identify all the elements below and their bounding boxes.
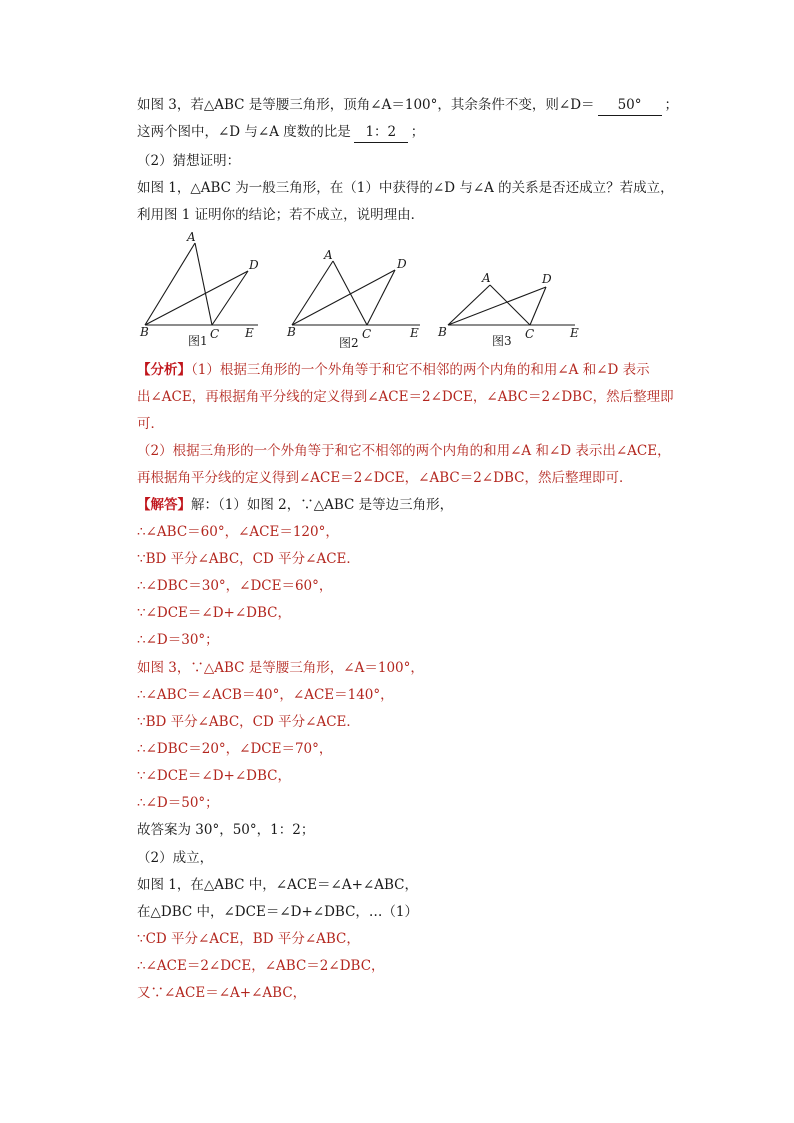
fig3-line-ba	[448, 285, 490, 325]
fig1-label-e: E	[245, 326, 254, 340]
answer-text: 解：（1）如图 2，∵△ABC 是等边三角形，	[191, 497, 454, 513]
fig3-label-b: B	[438, 325, 447, 339]
answer-line-15: 如图 1，在△ABC 中，∠ACE＝∠A+∠ABC，	[137, 877, 418, 893]
fig2-label-d: D	[397, 257, 407, 271]
figure-3	[448, 285, 575, 325]
fig3-label-e: E	[570, 326, 579, 340]
answer-line-9: ∵BD 平分∠ABC，CD 平分∠ACE．	[137, 714, 360, 730]
answer-line-13: 故答案为 30°，50°，1：2；	[137, 822, 315, 838]
fig2-label-b: B	[287, 325, 296, 339]
punctuation: ；	[664, 97, 679, 113]
fig1-caption: 图1	[188, 334, 208, 348]
analysis-line-2: 出∠ACE，再根据角平分线的定义得到∠ACE＝2∠DCE，∠ABC＝2∠DBC，然后整理即	[137, 389, 674, 405]
fig1-label-b: B	[140, 325, 149, 339]
analysis-tag: 【分析】	[137, 362, 191, 378]
fig1-line-ac	[195, 243, 212, 325]
fig2-line-ba	[292, 261, 333, 325]
fig2-line-bd	[292, 270, 395, 325]
figure-1	[145, 243, 258, 325]
answer-line-18: ∴∠ACE＝2∠DCE，∠ABC＝2∠DBC，	[137, 958, 385, 974]
answer-tag: 【解答】	[137, 497, 191, 513]
fig3-label-a: A	[482, 271, 491, 285]
answer-blank-ratio: 1：2	[354, 122, 408, 143]
fig2-label-a: A	[324, 248, 333, 262]
fig3-label-c: C	[525, 327, 535, 341]
answer-line-4: ∴∠DBC＝30°，∠DCE＝60°，	[137, 578, 333, 594]
fig3-line-ac	[490, 285, 530, 325]
fig1-label-c: C	[210, 327, 220, 341]
geometry-figures	[0, 228, 794, 348]
answer-line-8: ∴∠ABC＝∠ACB＝40°，∠ACE＝140°，	[137, 687, 394, 703]
answer-blank-angle-d: 50°	[598, 95, 662, 116]
analysis-line-1	[137, 360, 754, 380]
fig1-label-d: D	[249, 258, 259, 272]
fig2-caption: 图2	[339, 336, 359, 348]
answer-line-16: 在△DBC 中，∠DCE＝∠D+∠DBC，…（1）	[137, 904, 418, 920]
fig2-label-c: C	[362, 327, 372, 341]
fig2-line-cd	[367, 270, 395, 325]
question-line-2	[137, 122, 754, 143]
fig1-line-ba	[145, 243, 195, 325]
question-line-5: 利用图 1 证明你的结论；若不成立，说明理由．	[137, 207, 425, 223]
answer-line-6: ∴∠D＝30°；	[137, 632, 219, 648]
answer-line-14: （2）成立，	[137, 850, 214, 866]
question-line-1	[137, 95, 754, 116]
answer-line-5: ∵∠DCE＝∠D+∠DBC，	[137, 605, 291, 621]
fig2-label-e: E	[410, 326, 419, 340]
analysis-line-3: 可．	[137, 416, 164, 432]
analysis-line-5: 再根据角平分线的定义得到∠ACE＝2∠DCE，∠ABC＝2∠DBC，然后整理即可．	[137, 470, 633, 486]
fig1-line-cd	[212, 271, 248, 325]
question-part2-heading: （2）猜想证明：	[137, 153, 241, 169]
fig2-line-ac	[333, 261, 367, 325]
answer-line-12: ∴∠D＝50°；	[137, 795, 219, 811]
answer-line-1	[137, 495, 754, 515]
answer-line-17: ∵CD 平分∠ACE，BD 平分∠ABC，	[137, 931, 360, 947]
fig1-line-bd	[145, 271, 248, 325]
question-text: 如图 3，若△ABC 是等腰三角形，顶角∠A＝100°，其余条件不变，则∠D＝	[137, 97, 595, 113]
fig1-label-a: A	[187, 230, 196, 244]
analysis-text: （1）根据三角形的一个外角等于和它不相邻的两个内角的和用∠A 和∠D 表示	[191, 362, 650, 378]
analysis-line-4: （2）根据三角形的一个外角等于和它不相邻的两个内角的和用∠A 和∠D 表示出∠ACE，	[137, 443, 671, 459]
answer-line-19: 又∵∠ACE＝∠A+∠ABC，	[137, 985, 307, 1001]
answer-line-7: 如图 3，∵△ABC 是等腰三角形，∠A＝100°，	[137, 660, 424, 676]
answer-line-11: ∵∠DCE＝∠D+∠DBC，	[137, 768, 291, 784]
answer-line-10: ∴∠DBC＝20°，∠DCE＝70°，	[137, 741, 333, 757]
answer-line-2: ∴∠ABC＝60°，∠ACE＝120°，	[137, 524, 339, 540]
question-line-4: 如图 1，△ABC 为一般三角形，在（1）中获得的∠D 与∠A 的关系是否还成立？若成立，	[137, 180, 674, 196]
answer-line-3: ∵BD 平分∠ABC，CD 平分∠ACE．	[137, 551, 360, 567]
fig3-label-d: D	[542, 272, 552, 286]
punctuation: ；	[410, 124, 425, 140]
question-text: 这两个图中，∠D 与∠A 度数的比是	[137, 124, 351, 140]
fig3-caption: 图3	[492, 334, 512, 348]
